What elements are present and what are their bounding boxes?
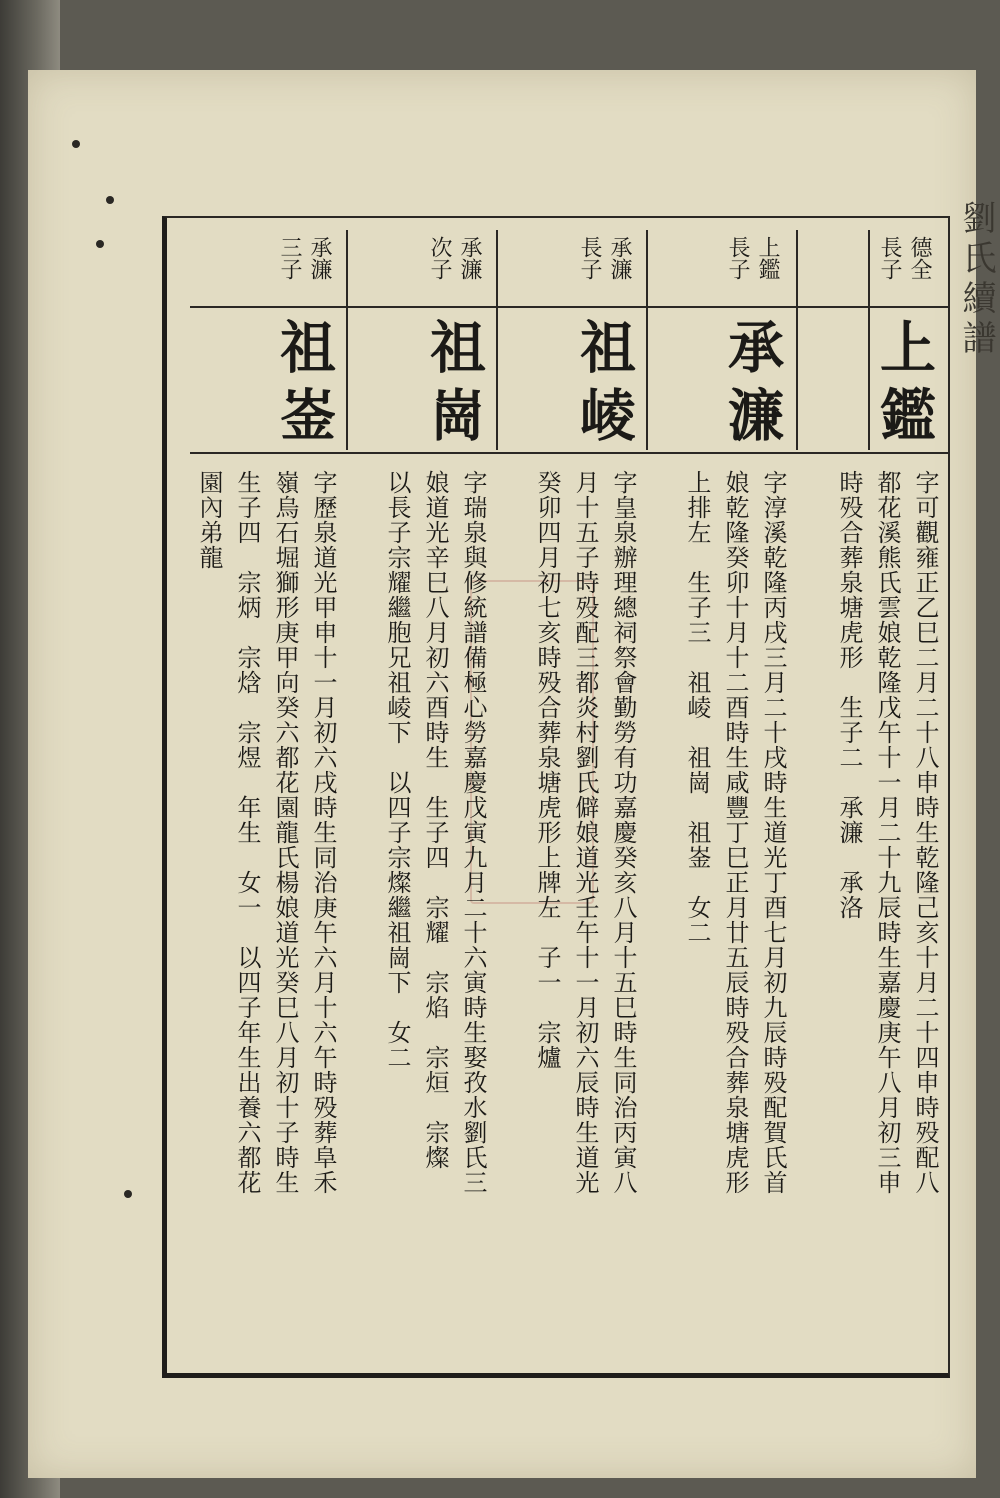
text-column: 月十五子時殁配三都炎村劉氏僻娘道光壬午十一月初六辰時生道光: [571, 470, 599, 1195]
ink-speck: [72, 140, 80, 148]
relation-label: 三子: [277, 236, 302, 280]
text-column: 上排左 生子三 祖崚 祖崗 祖崟 女二: [683, 470, 711, 945]
col-divider: [796, 230, 798, 450]
col-divider: [868, 230, 870, 450]
col-divider: [646, 230, 648, 450]
text-column: 癸卯四月初七亥時殁合葬泉塘虎形上牌左 子一 宗爐: [533, 470, 561, 1070]
relation-label: 長子: [577, 236, 602, 280]
text-column: 嶺烏石堀獅形庚甲向癸六都花園龍氏楊娘道光癸巳八月初十子時生: [271, 470, 299, 1195]
ink-speck: [106, 196, 114, 204]
person-name: 承濂: [719, 318, 785, 454]
text-column: 生子四 宗炳 宗焓 宗煜 年生 女一 以四子年生出養六都花: [233, 470, 261, 1195]
text-column: 時殁合葬泉塘虎形 生子二 承濂 承洛: [835, 470, 863, 920]
text-column: 以長子宗耀繼胞兄祖崚下 以四子宗燦繼祖崗下 女二: [383, 470, 411, 1070]
text-column: 娘乾隆癸卯十月十二酉時生咸豐丁巳正月廿五辰時殁合葬泉塘虎形: [721, 470, 749, 1195]
relation-label: 次子: [427, 236, 452, 280]
relation-label: 長子: [725, 236, 750, 280]
person-name: 祖崗: [421, 318, 487, 454]
ink-speck: [124, 1190, 132, 1198]
relation-label: 承濂: [457, 236, 482, 280]
relation-label: 德全: [907, 236, 932, 280]
text-column: 字可觀雍正乙巳二月二十八申時生乾隆己亥十月二十四申時殁配八: [911, 470, 939, 1195]
person-name: 上鑑: [871, 318, 937, 454]
person-name: 祖崟: [271, 318, 337, 454]
person-name: 祖崚: [571, 318, 637, 454]
text-column: 娘道光辛巳八月初六酉時生 生子四 宗耀 宗焰 宗烜 宗燦: [421, 470, 449, 1170]
text-column: 字皇泉辦理總祠祭會勤勞有功嘉慶癸亥八月十五巳時生同治丙寅八: [609, 470, 637, 1195]
relation-label: 承濂: [607, 236, 632, 280]
text-column: 都花溪熊氏雲娘乾隆戊午十一月二十九辰時生嘉慶庚午八月初三申: [873, 470, 901, 1195]
text-column: 字瑞泉與修統譜備極心勞嘉慶戊寅九月二十六寅時生娶孜水劉氏三: [459, 470, 487, 1195]
relation-label: 上鑑: [755, 236, 780, 280]
col-divider: [346, 230, 348, 450]
header-rule: [190, 306, 948, 308]
text-column: 字淳溪乾隆丙戌三月二十戌時生道光丁酉七月初九辰時殁配賀氏首: [759, 470, 787, 1195]
text-column: 字歷泉道光甲申十一月初六戌時生同治庚午六月十六午時殁葬阜禾: [309, 470, 337, 1195]
ink-speck: [96, 240, 104, 248]
col-divider: [496, 230, 498, 450]
side-title: 劉氏續譜: [956, 200, 996, 360]
relation-label: 長子: [877, 236, 902, 280]
text-column: 園內弟龍: [195, 470, 223, 570]
relation-label: 承濂: [307, 236, 332, 280]
